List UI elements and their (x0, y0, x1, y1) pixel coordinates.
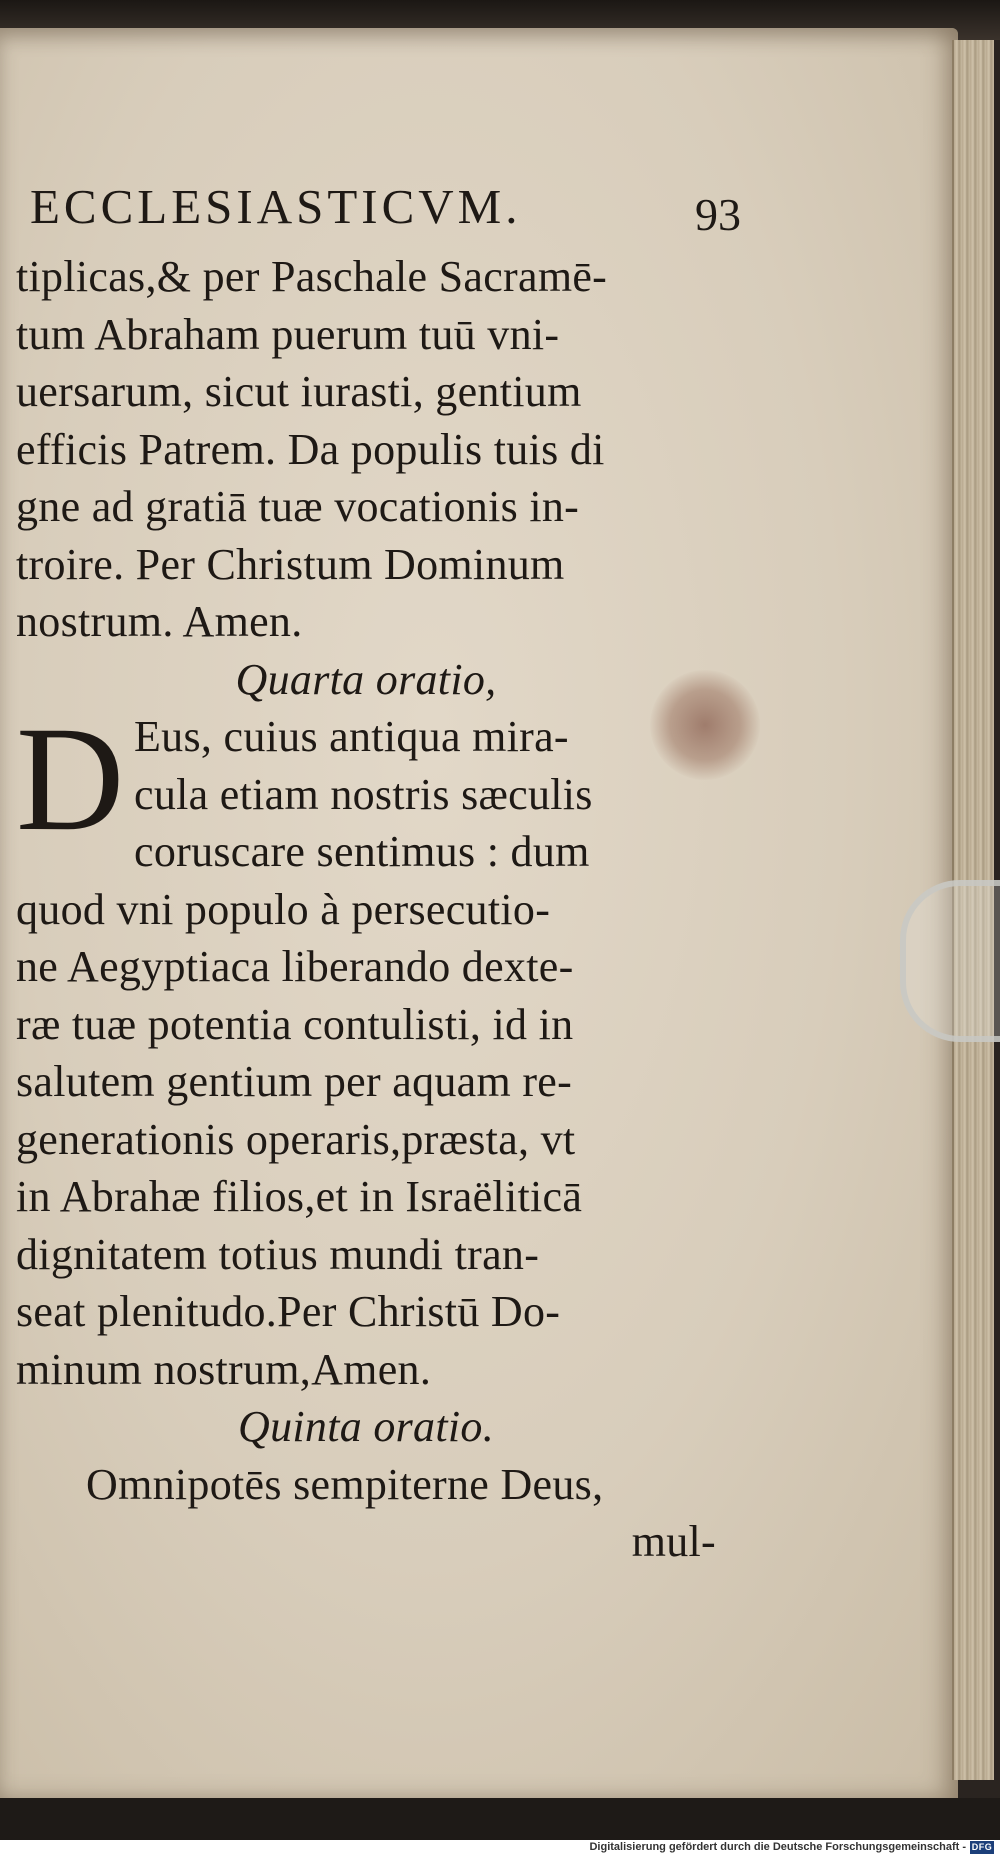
bottom-shadow (0, 1798, 1000, 1840)
digitization-credit: Digitalisierung gefördert durch die Deutsche Forschungsgemeinschaft - (589, 1841, 966, 1853)
text-line: uersarum, sicut iurasti, gentium (16, 367, 582, 416)
dfg-logo: DFG (971, 1842, 993, 1852)
section-heading-quinta: Quinta oratio. (238, 1402, 494, 1451)
page-number: 93 (695, 189, 741, 240)
text-line: seat plenitudo.Per Christū Do- (16, 1287, 561, 1336)
drop-cap-paragraph (16, 696, 716, 881)
text-line: Omnipotēs sempiterne Deus, (86, 1459, 604, 1509)
text-line: cula etiam nostris sæculis (134, 769, 593, 819)
text-line: tiplicas,& per Paschale Sacramē- (16, 252, 608, 301)
text-line: ne Aegyptiaca liberando dexte- (16, 942, 574, 991)
text-line: generationis operaris,præsta, vt (16, 1114, 576, 1164)
text-line: coruscare sentimus : dum (134, 827, 590, 876)
body-text (16, 248, 716, 1571)
text-line: salutem gentium per aquam re- (16, 1057, 573, 1106)
drop-cap: D (16, 696, 125, 862)
text-line: in Abrahæ filios,et in Israëliticā (16, 1172, 583, 1221)
text-line: minum nostrum,Amen. (16, 1344, 432, 1394)
section-heading-quarta: Quarta oratio, (235, 654, 497, 704)
text-line: Eus, cuius antiqua mira- (134, 712, 569, 761)
text-line: ræ tuæ potentia contulisti, id in (16, 999, 574, 1049)
catchword: mul- (631, 1517, 716, 1566)
text-line: nostrum. Amen. (16, 597, 303, 646)
text-line: dignitatem totius mundi tran- (16, 1229, 540, 1279)
page-clip (900, 880, 1000, 1042)
text-line: tum Abraham puerum tuū vni- (16, 309, 560, 359)
text-line: quod vni populo à persecutio- (16, 884, 551, 934)
running-head: ECCLESIASTICVM. (30, 179, 522, 234)
text-line: gne ad gratiā tuæ vocationis in- (16, 482, 580, 531)
text-line: efficis Patrem. Da populis tuis di (16, 424, 605, 474)
text-line: troire. Per Christum Dominum (16, 539, 565, 589)
header-row (30, 178, 760, 248)
